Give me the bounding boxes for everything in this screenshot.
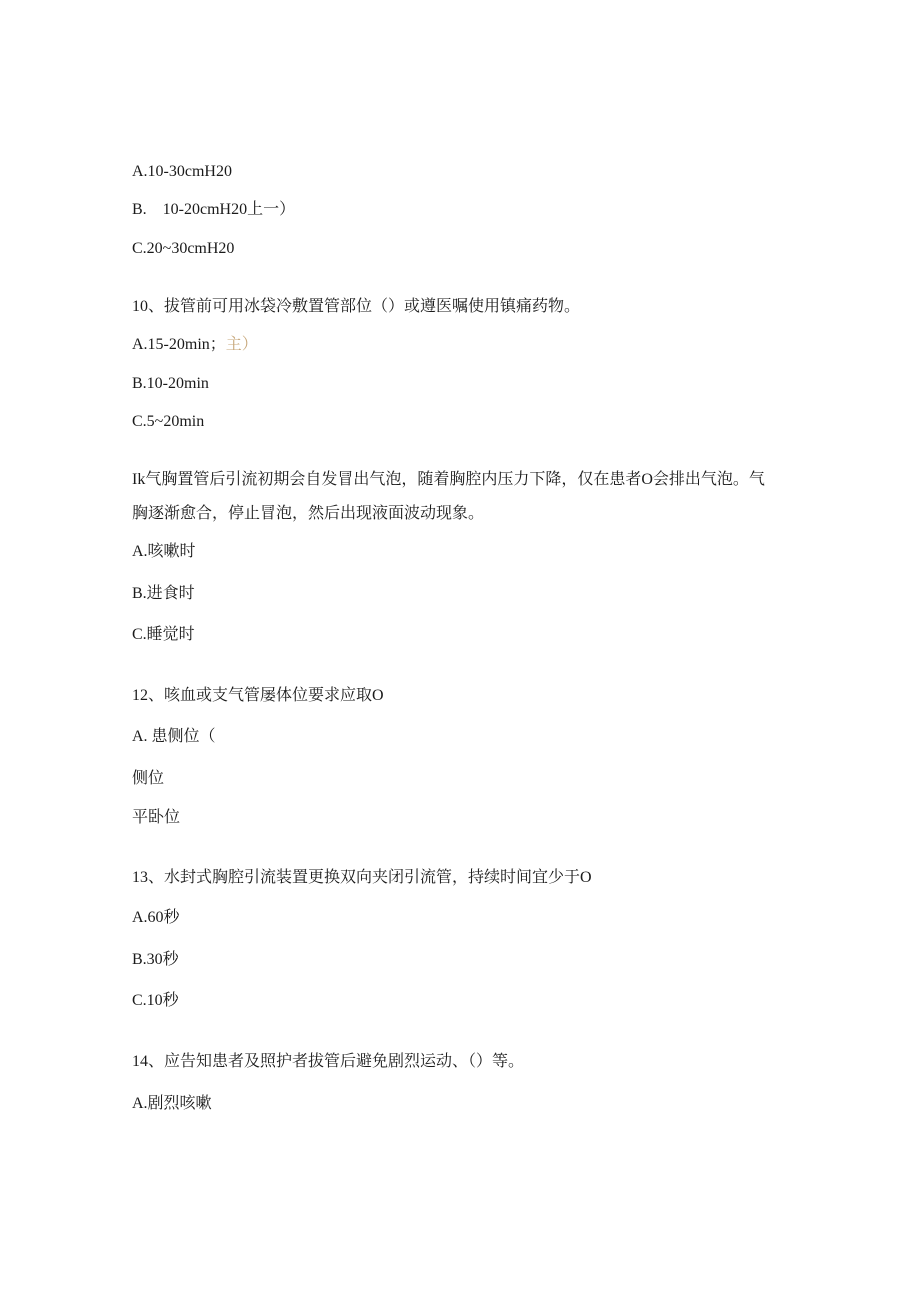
option-b: B.30秒 <box>132 951 179 968</box>
option-b: B.进食时 <box>132 585 195 602</box>
option-b: B. 10-20cmH20上一） <box>132 201 296 218</box>
question-stem: 10、拔管前可用冰袋冷敷置管部位（）或遵医嘱使用镇痛药物。 <box>132 298 581 315</box>
option-c: 平卧位 <box>132 809 181 826</box>
option-b: B.10-20min <box>132 375 209 392</box>
option-a: A.10-30cmH20 <box>132 163 232 180</box>
option-a: A.60秒 <box>132 909 180 926</box>
option-a: A.剧烈咳嗽 <box>132 1095 212 1112</box>
option-a: A.咳嗽时 <box>132 543 196 560</box>
question-stem: 13、水封式胸腔引流装置更换双向夹闭引流管，持续时间宜少于O <box>132 869 592 886</box>
option-a-note: 主） <box>225 336 258 353</box>
option-c: C.20~30cmH20 <box>132 240 235 257</box>
option-c: C.5~20min <box>132 413 205 430</box>
option-c: C.睡觉时 <box>132 626 195 643</box>
question-stem: 14、应告知患者及照护者拔管后避免剧烈运动、（）等。 <box>132 1053 525 1070</box>
option-b: 侧位 <box>132 770 165 787</box>
option-a-text: A.15-20min； <box>132 336 226 353</box>
question-stem: Ik气胸置管后引流初期会自发冒出气泡，随着胸腔内压力下降，仅在患者O会排出气泡。气胸逐渐愈合，停止冒泡，然后出现液面波动现象。 <box>132 471 765 522</box>
option-a <box>132 335 258 355</box>
option-c: C.10秒 <box>132 992 179 1009</box>
option-a: A. 患侧位（ <box>132 728 216 745</box>
question-stem: 12、咳血或支气管屡体位要求应取O <box>132 687 384 704</box>
